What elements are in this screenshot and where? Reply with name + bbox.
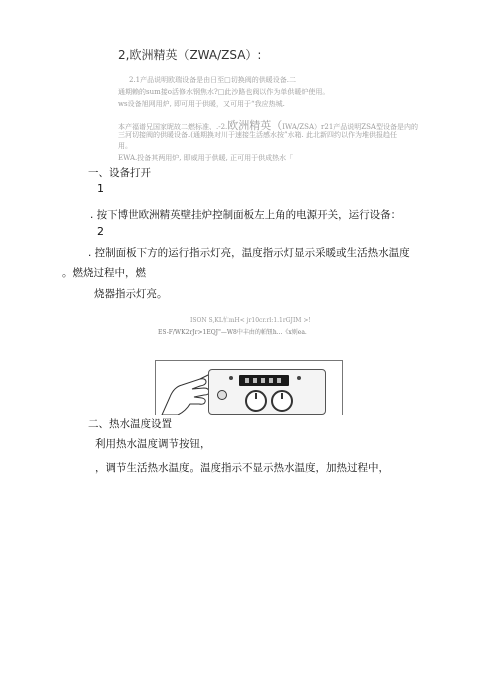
step-2-line-2: 。燃烧过程中，燃 (62, 267, 146, 279)
indicator-light-icon (297, 376, 301, 380)
display-segment (277, 378, 281, 383)
figure-caption-line-1: ISON S,KL忙mH< jr10cr.rl:1.1rGJIM >! (190, 317, 311, 324)
faded-paragraph-1-line-3: ws设备旭网用炉, 即可用于供暖，又可用于“我应热城. (118, 100, 285, 108)
hand-pressing-icon (160, 367, 214, 415)
step-1-text: . 按下博世欧洲精英壁挂炉控制面板左上角的电源开关，运行设备： (90, 209, 402, 221)
section-2-line-2: ，调节生活热水温度。温度指示不显示热水温度，加热过程中， (95, 462, 389, 474)
section-2-line-1: 利用热水温度调节按钮， (95, 438, 211, 450)
faded-text-fragment: 欧洲精英（ (227, 119, 283, 132)
faded-paragraph-2-line-2: 三河切接阀的供暖设备.(通期换对川于速接生活感水按”水箱. 此北新四约以作为堆供报趋任 (118, 131, 397, 139)
section-1-heading: 一、设备打开 (88, 167, 151, 179)
faded-text-fragment: -2. (218, 123, 228, 131)
heating-temperature-knob-icon (245, 390, 267, 412)
display-segment (245, 378, 249, 383)
figure-caption-line-2: ES-F/WK2rJr>1EQJ"—W8中丰由的帕钮h...《x则ea. (158, 329, 307, 336)
boiler-control-panel (208, 369, 326, 415)
faded-text-fragment: IWA/ZSA）r21产品说明ZSA型设备是内的 (282, 123, 418, 131)
display-segment (269, 378, 273, 383)
faded-paragraph-1-line-1: 2.1产品说明欧瑞设备是由日至□切换阀的供暖设备.二 (129, 76, 296, 84)
indicator-light-icon (229, 376, 233, 380)
display-segment (261, 378, 265, 383)
document-title: 2,欧洲精英（ZWA/ZSA）: (118, 48, 262, 62)
knob-pointer (255, 393, 257, 399)
display-segment (253, 378, 257, 383)
step-2-line-3: 烧器指示灯亮。 (94, 288, 168, 300)
power-button-icon (217, 390, 227, 400)
step-2-line-1: . 控制面板下方的运行指示灯亮，温度指示灯显示采暖或生活热水温度 (88, 247, 410, 259)
hot-water-temperature-knob-icon (271, 390, 293, 412)
faded-paragraph-2-line-3: 用。 (118, 142, 132, 150)
step-2-number: 2 (97, 225, 104, 238)
temperature-display (239, 375, 289, 386)
faded-paragraph-1-line-2: 通期赖的sum接o活修水钢焦水?□此沙路也阀以作为单供暖炉使用。 (118, 88, 330, 96)
step-1-number: 1 (97, 182, 104, 195)
control-panel-illustration (155, 360, 343, 415)
section-2-heading: 二、热水温度设置 (88, 418, 172, 430)
faded-text-fragment: 本产福谱兄国家昵故二燃标准、. (118, 123, 219, 131)
faded-paragraph-2-line-4: EWA.投备其两用炉, 即威用于供暖, 正可用于供成热水「 (118, 154, 294, 162)
knob-pointer (281, 393, 283, 399)
